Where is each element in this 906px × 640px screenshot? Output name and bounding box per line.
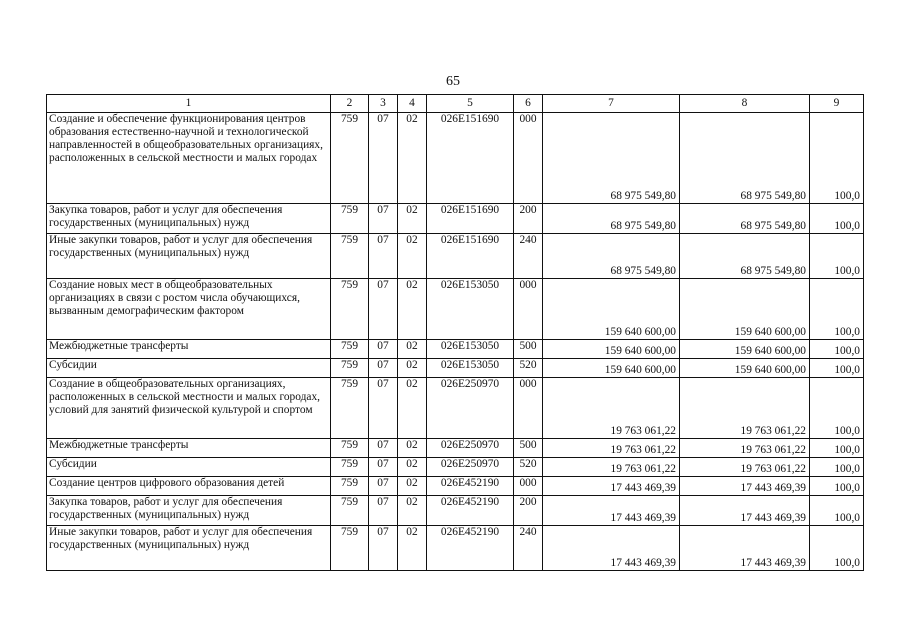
table-row [47, 439, 864, 458]
amount-plan: 68 975 549,80 [543, 204, 680, 234]
code-admin: 759 [331, 204, 369, 234]
table-row [47, 340, 864, 359]
row-name: Создание новых мест в общеобразовательных организациях в связи с ростом числа обучающихся, вызванным демографическим фактором [47, 279, 331, 340]
code-section: 07 [369, 378, 398, 439]
code-subsection: 02 [398, 234, 427, 279]
code-target: 026E452190 [427, 526, 514, 571]
code-section: 07 [369, 234, 398, 279]
table-row [47, 359, 864, 378]
row-name: Межбюджетные трансферты [47, 340, 331, 359]
row-name: Закупка товаров, работ и услуг для обеспечения государственных (муниципальных) нужд [47, 204, 331, 234]
code-target: 026E452190 [427, 496, 514, 526]
amount-actual: 17 443 469,39 [680, 526, 810, 571]
code-expense-type: 240 [514, 234, 543, 279]
code-target: 026E250970 [427, 458, 514, 477]
code-subsection: 02 [398, 477, 427, 496]
code-subsection: 02 [398, 439, 427, 458]
table-body [47, 95, 864, 571]
amount-actual: 19 763 061,22 [680, 458, 810, 477]
amount-plan: 17 443 469,39 [543, 526, 680, 571]
code-expense-type: 520 [514, 359, 543, 378]
table-row [47, 458, 864, 477]
page-number: 65 [446, 74, 460, 89]
amount-plan: 19 763 061,22 [543, 378, 680, 439]
code-admin: 759 [331, 234, 369, 279]
header-row [47, 95, 864, 113]
table-row [47, 234, 864, 279]
code-expense-type: 000 [514, 378, 543, 439]
amount-plan: 17 443 469,39 [543, 477, 680, 496]
code-admin: 759 [331, 359, 369, 378]
percent-executed: 100,0 [810, 496, 864, 526]
row-name: Закупка товаров, работ и услуг для обеспечения государственных (муниципальных) нужд [47, 496, 331, 526]
percent-executed: 100,0 [810, 359, 864, 378]
amount-actual: 159 640 600,00 [680, 359, 810, 378]
row-name: Межбюджетные трансферты [47, 439, 331, 458]
code-subsection: 02 [398, 496, 427, 526]
amount-plan: 68 975 549,80 [543, 113, 680, 204]
table-row [47, 496, 864, 526]
code-section: 07 [369, 113, 398, 204]
amount-actual: 159 640 600,00 [680, 340, 810, 359]
code-target: 026E151690 [427, 113, 514, 204]
column-header: 9 [810, 95, 864, 113]
code-section: 07 [369, 496, 398, 526]
code-target: 026E151690 [427, 234, 514, 279]
row-name: Создание и обеспечение функционирования центров образования естественно-научной и технологической направленностей в общеобразовательных организациях, расположенных в сельской местности и малых городах [47, 113, 331, 204]
amount-actual: 17 443 469,39 [680, 496, 810, 526]
row-name: Создание центров цифрового образования детей [47, 477, 331, 496]
code-subsection: 02 [398, 378, 427, 439]
amount-plan: 17 443 469,39 [543, 496, 680, 526]
percent-executed: 100,0 [810, 526, 864, 571]
code-expense-type: 000 [514, 113, 543, 204]
row-name: Иные закупки товаров, работ и услуг для обеспечения государственных (муниципальных) нужд [47, 234, 331, 279]
code-subsection: 02 [398, 526, 427, 571]
code-expense-type: 500 [514, 439, 543, 458]
code-section: 07 [369, 279, 398, 340]
table-row [47, 204, 864, 234]
code-section: 07 [369, 477, 398, 496]
code-expense-type: 500 [514, 340, 543, 359]
percent-executed: 100,0 [810, 204, 864, 234]
code-target: 026E153050 [427, 340, 514, 359]
percent-executed: 100,0 [810, 378, 864, 439]
code-target: 026E452190 [427, 477, 514, 496]
column-header: 5 [427, 95, 514, 113]
percent-executed: 100,0 [810, 340, 864, 359]
amount-actual: 68 975 549,80 [680, 204, 810, 234]
column-header: 2 [331, 95, 369, 113]
code-subsection: 02 [398, 359, 427, 378]
code-expense-type: 200 [514, 496, 543, 526]
amount-plan: 19 763 061,22 [543, 439, 680, 458]
code-section: 07 [369, 439, 398, 458]
amount-plan: 19 763 061,22 [543, 458, 680, 477]
code-admin: 759 [331, 378, 369, 439]
code-admin: 759 [331, 340, 369, 359]
column-header: 3 [369, 95, 398, 113]
code-section: 07 [369, 526, 398, 571]
table-row [47, 113, 864, 204]
column-header: 7 [543, 95, 680, 113]
row-name: Иные закупки товаров, работ и услуг для обеспечения государственных (муниципальных) нужд [47, 526, 331, 571]
amount-actual: 17 443 469,39 [680, 477, 810, 496]
row-name: Субсидии [47, 359, 331, 378]
code-subsection: 02 [398, 204, 427, 234]
column-header: 6 [514, 95, 543, 113]
code-target: 026E153050 [427, 279, 514, 340]
code-expense-type: 000 [514, 279, 543, 340]
amount-actual: 68 975 549,80 [680, 113, 810, 204]
table-row [47, 378, 864, 439]
code-subsection: 02 [398, 113, 427, 204]
code-expense-type: 520 [514, 458, 543, 477]
code-admin: 759 [331, 526, 369, 571]
percent-executed: 100,0 [810, 113, 864, 204]
amount-plan: 159 640 600,00 [543, 340, 680, 359]
code-section: 07 [369, 458, 398, 477]
code-subsection: 02 [398, 279, 427, 340]
table-row [47, 526, 864, 571]
code-admin: 759 [331, 496, 369, 526]
code-section: 07 [369, 204, 398, 234]
table-row [47, 477, 864, 496]
column-header: 4 [398, 95, 427, 113]
code-section: 07 [369, 340, 398, 359]
code-target: 026E250970 [427, 378, 514, 439]
row-name: Субсидии [47, 458, 331, 477]
code-expense-type: 200 [514, 204, 543, 234]
percent-executed: 100,0 [810, 234, 864, 279]
code-section: 07 [369, 359, 398, 378]
row-name: Создание в общеобразовательных организациях, расположенных в сельской местности и малых городах, условий для занятий физической культурой и спортом [47, 378, 331, 439]
code-admin: 759 [331, 439, 369, 458]
code-subsection: 02 [398, 458, 427, 477]
code-admin: 759 [331, 279, 369, 340]
percent-executed: 100,0 [810, 279, 864, 340]
code-subsection: 02 [398, 340, 427, 359]
amount-actual: 19 763 061,22 [680, 378, 810, 439]
code-target: 026E250970 [427, 439, 514, 458]
percent-executed: 100,0 [810, 477, 864, 496]
code-expense-type: 000 [514, 477, 543, 496]
percent-executed: 100,0 [810, 439, 864, 458]
amount-actual: 19 763 061,22 [680, 439, 810, 458]
amount-plan: 159 640 600,00 [543, 279, 680, 340]
code-expense-type: 240 [514, 526, 543, 571]
table-row [47, 279, 864, 340]
code-admin: 759 [331, 113, 369, 204]
amount-plan: 159 640 600,00 [543, 359, 680, 378]
amount-actual: 68 975 549,80 [680, 234, 810, 279]
code-target: 026E153050 [427, 359, 514, 378]
amount-plan: 68 975 549,80 [543, 234, 680, 279]
code-admin: 759 [331, 458, 369, 477]
code-admin: 759 [331, 477, 369, 496]
percent-executed: 100,0 [810, 458, 864, 477]
budget-table [46, 94, 864, 571]
code-target: 026E151690 [427, 204, 514, 234]
amount-actual: 159 640 600,00 [680, 279, 810, 340]
column-header: 1 [47, 95, 331, 113]
column-header: 8 [680, 95, 810, 113]
